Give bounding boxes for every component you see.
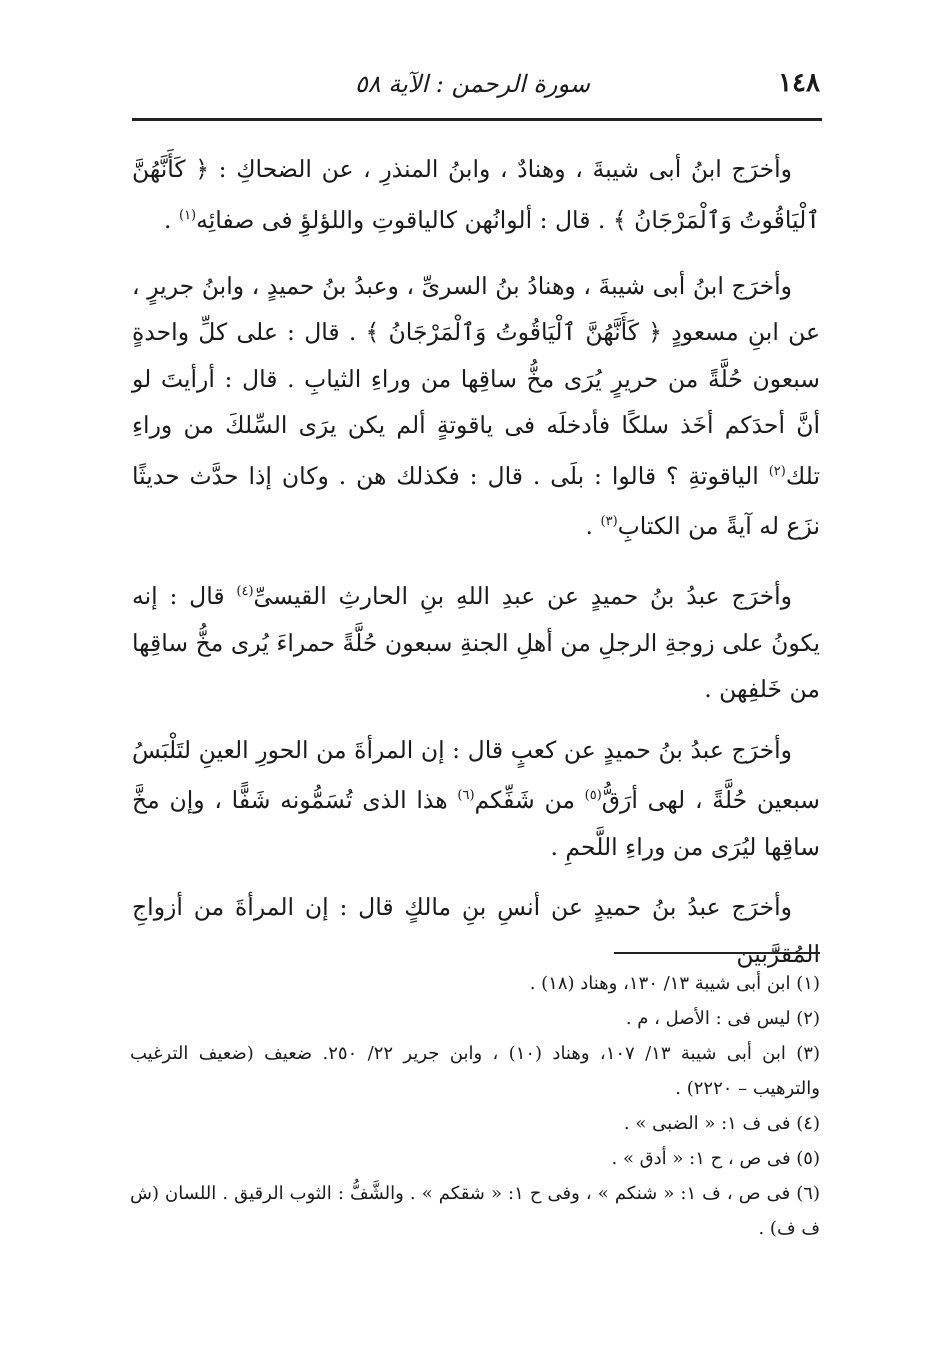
footnote-ref: (٢) [768,463,786,479]
footnote-1: (١) ابن أبى شيبة ١٣/ ١٣٠، وهناد (١٨) . [529,973,820,994]
paragraph-3: وأخرَج عبدُ بنُ حميدٍ عن عبدِ اللهِ بنِ الحارثِ القيسىِّ$^{(٤)}$ قال : إنه يكونُ على زوجةِ الرجلِ من أهلِ الجنةِ سبعون حُلَّةً حمراءَ يُرى مخُّ ساقِها من خَلفِهن . [132,582,820,704]
main-text [132,146,820,997]
header-rule [132,118,822,121]
paragraph-4: وأخرَج عبدُ بنُ حميدٍ عن كعبٍ قال : إن المرأةَ من الحورِ العينِ لتَلْبَسُ سبعين حُلَّةً ، لهى أرَقُّ$^{(٥)}$ من شَفِّكم$^{(٦)}$ هذا الذى تُسَمُّونه شَفًّا ، وإن مخَّ ساقِها ليُرَى من وراءِ اللَّحمِ . [132,735,820,861]
footnote-ref: (٦) [457,788,475,804]
footnotes [130,966,820,1246]
paragraph-2: وأخرَج ابنُ أبى شيبةَ ، وهنادُ بنُ السرىِّ ، وعبدُ بنُ حميدٍ ، وابنُ جريرٍ ، عن ابنِ مسعودٍ ﴿ كَأَنَّهُنَّ ٱلْيَاقُوتُ وَٱلْمَرْجَانُ ﴾ . قال : على كلِّ واحدةٍ سبعون حُلَّةً من حريرٍ يُرَى مخُّ ساقِها من وراءِ الثيابِ . قال : أرأيتَ لو أنَّ أحدَكم أخَذ سلكًا فأدخلَه فى ياقوتةٍ ألم يكن يرَى السِّلكَ من وراءِ تلك$^{(٢)}$ الياقوتةِ ؟ قالوا : بلَى . قال : فكذلك هن . وكان إذا حدَّث حديثًا نزَع له آيةً من الكتابِ$^{(٣)}$ . [132,271,820,540]
footnote-rule [614,952,820,954]
footnote-ref: (٤) [236,584,254,600]
page-header [132,64,820,108]
footnote-ref: (٣) [600,514,618,530]
footnote-2: (٢) ليس فى : الأصل ، م . [625,1008,820,1029]
footnote-3: (٣) ابن أبى شيبة ١٣/ ١٠٧، وهناد (١٠) ، وابن جرير ٢٢/ ٢٥٠. ضعيف (ضعيف الترغيب والترهيب – ٢٢٢٠) . [130,1043,820,1099]
footnote-4: (٤) فى ف ١: « الضبى » . [623,1113,820,1134]
footnote-ref: (٥) [584,788,602,804]
running-head: سورة الرحمن : الآية ٥٨ [354,70,590,98]
footnote-6: (٦) فى ص ، ف ١: « شنكم » ، وفى ح ١: « شقكم » . والشَّفُّ : الثوب الرقيق . اللسان (ش ف ف) . [130,1183,820,1239]
page-number: ١٤٨ [778,68,820,98]
paragraph-5: وأخرَج عبدُ بنُ حميدٍ عن أنسِ بنِ مالكٍ قال : إن المرأةَ من أزواجِ المُقرَّبين [132,893,820,968]
footnote-ref: (١) [178,207,197,223]
footnote-5: (٥) فى ص ، ح ١: « أدق » . [611,1148,820,1169]
paragraph-1: وأخرَج ابنُ أبى شيبةَ ، وهنادٌ ، وابنُ المنذرِ ، عن الضحاكِ : ﴿ كَأَنَّهُنَّ ٱلْيَاقُوتُ وَٱلْمَرْجَانُ ﴾ . قال : ألوانُهن كالياقوتِ واللؤلؤِ فى صفائِه$^{(١)}$ . [132,155,820,234]
